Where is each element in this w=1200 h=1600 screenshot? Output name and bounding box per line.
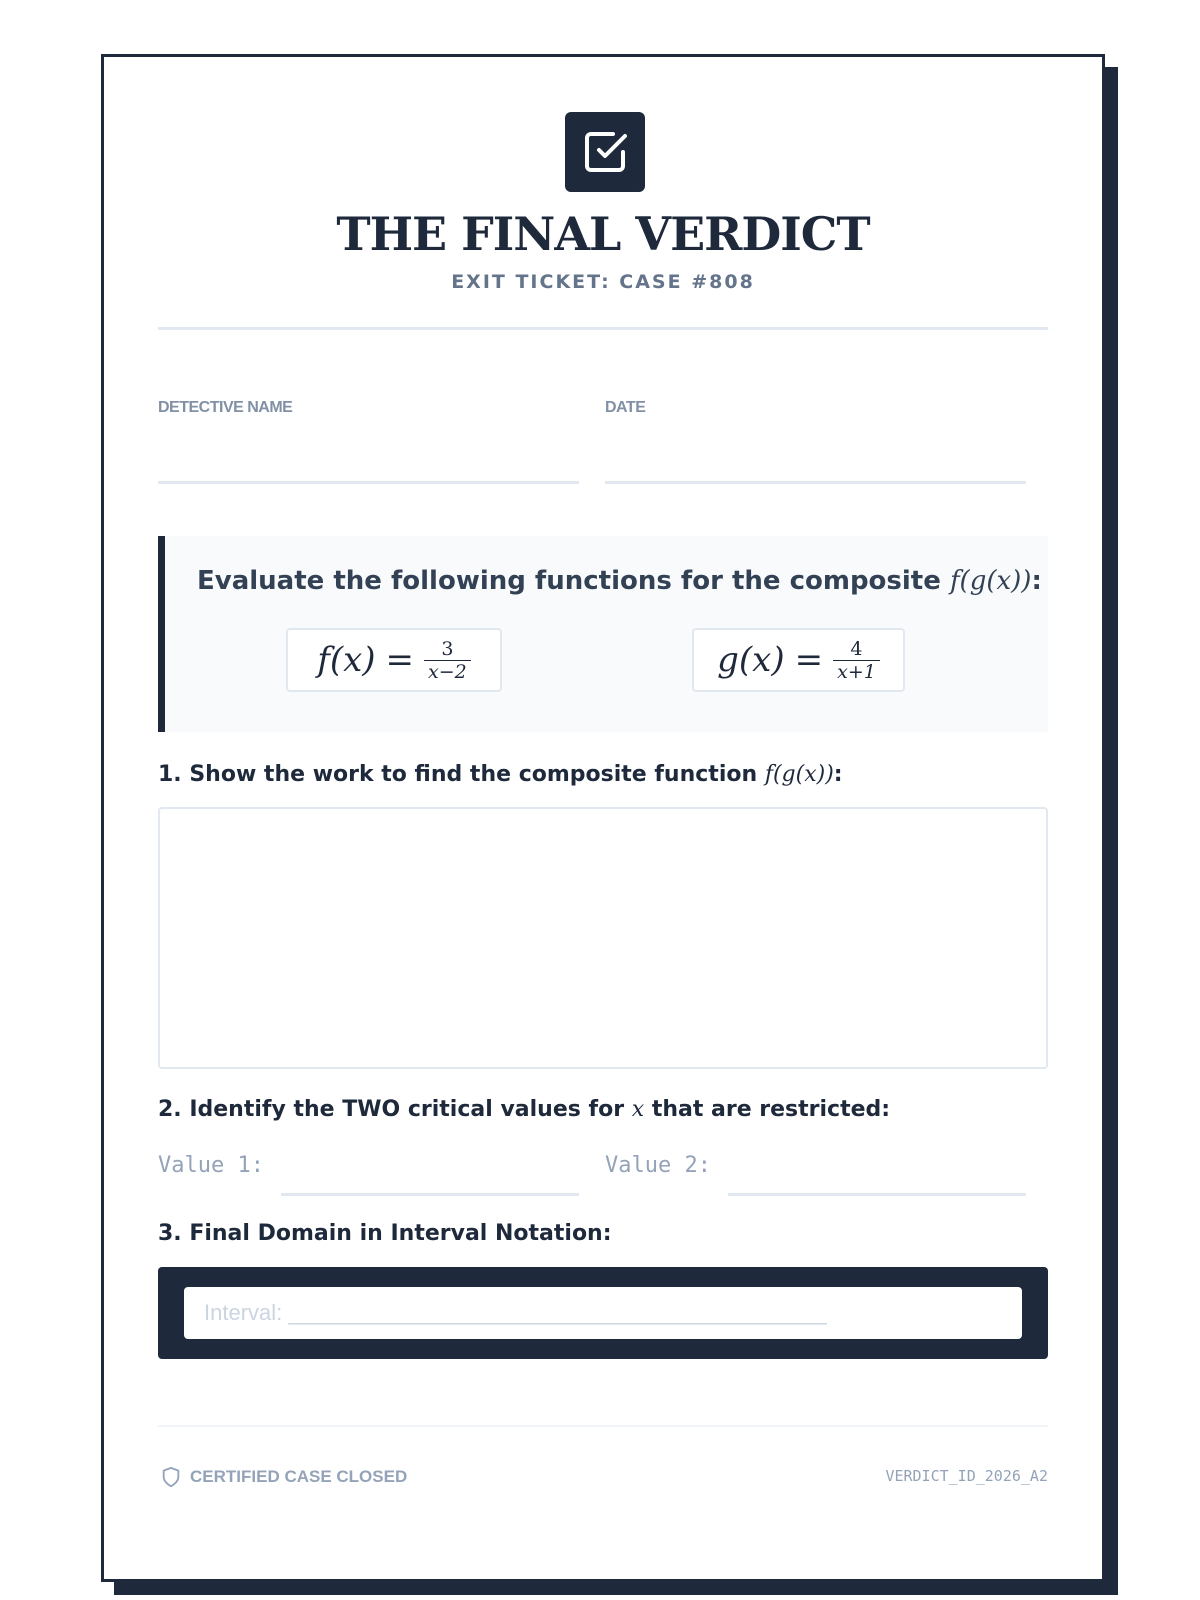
verdict-id: VERDICT_ID_2026_A2 xyxy=(885,1467,1048,1485)
checkbox-icon xyxy=(565,112,645,192)
question-1-label xyxy=(158,762,843,787)
question-1-suffix: : xyxy=(833,762,843,787)
function-f-denominator: x−2 xyxy=(424,660,471,683)
instructions-box xyxy=(158,536,1048,732)
question-2-label xyxy=(158,1097,890,1122)
detective-name-field[interactable] xyxy=(158,481,579,484)
composite-notation: f(g(x)) xyxy=(949,566,1032,596)
question-2-math: x xyxy=(631,1097,645,1122)
value-1-field[interactable] xyxy=(281,1193,579,1196)
function-f-lhs: f(x) xyxy=(317,640,376,680)
instructions-suffix: : xyxy=(1031,566,1042,596)
question-1-math: f(g(x)) xyxy=(764,762,834,787)
function-f-fraction xyxy=(424,638,471,683)
shield-icon xyxy=(160,1465,182,1489)
value-1-label: Value 1: xyxy=(158,1153,264,1178)
function-g-box xyxy=(692,628,905,692)
instructions-label: Evaluate the following functions for the composite xyxy=(197,566,941,596)
function-g-lhs: g(x) xyxy=(717,640,785,680)
function-f-numerator: 3 xyxy=(441,637,454,660)
interval-input[interactable]: Interval: ____________________________________________ xyxy=(184,1287,1022,1339)
interval-answer-bar xyxy=(158,1267,1048,1359)
function-f-equals: = xyxy=(385,640,415,680)
footer-divider xyxy=(158,1425,1048,1427)
detective-name-label: DETECTIVE NAME xyxy=(158,399,293,416)
value-2-label: Value 2: xyxy=(605,1153,711,1178)
instructions-text xyxy=(197,566,1042,596)
question-1-text: 1. Show the work to find the composite function xyxy=(158,762,758,787)
footer-certification xyxy=(160,1465,407,1489)
question-2-text-after: that are restricted: xyxy=(651,1097,891,1122)
question-2-text-before: 2. Identify the TWO critical values for xyxy=(158,1097,625,1122)
function-g-numerator: 4 xyxy=(850,637,863,660)
footer-left-text: CERTIFIED CASE CLOSED xyxy=(190,1467,408,1486)
page-subtitle: EXIT TICKET: CASE #808 xyxy=(451,271,755,293)
function-g-denominator: x+1 xyxy=(833,660,880,683)
page-title: THE FINAL VERDICT xyxy=(336,207,870,261)
date-label: DATE xyxy=(605,399,646,416)
header-divider xyxy=(158,327,1048,330)
worksheet-card xyxy=(101,54,1105,1582)
function-g-fraction xyxy=(833,638,880,683)
value-2-field[interactable] xyxy=(728,1193,1026,1196)
function-f-box xyxy=(286,628,502,692)
function-g-equals: = xyxy=(794,640,824,680)
date-field[interactable] xyxy=(605,481,1026,484)
work-area[interactable] xyxy=(158,807,1048,1069)
question-3-label: 3. Final Domain in Interval Notation: xyxy=(158,1221,612,1246)
